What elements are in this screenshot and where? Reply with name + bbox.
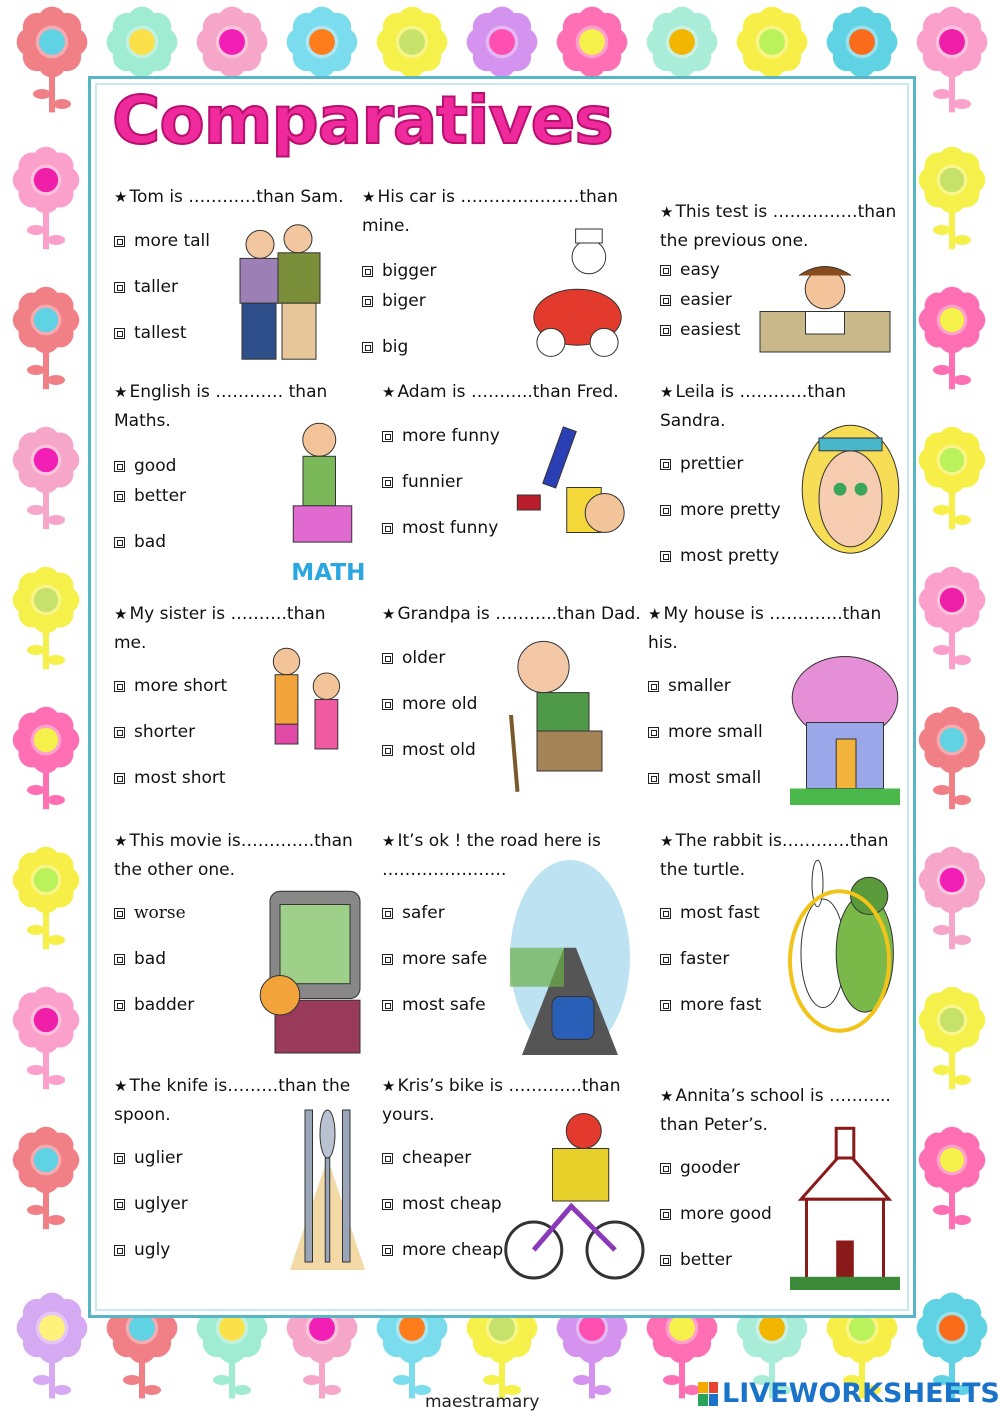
question-prompt <box>114 600 326 629</box>
answer-option[interactable] <box>362 261 437 281</box>
star-icon: ★ <box>382 1077 396 1095</box>
answer-option[interactable] <box>382 472 462 492</box>
prompt-text: yours. <box>382 1105 435 1125</box>
answer-option[interactable] <box>114 277 178 297</box>
prompt-text: The rabbit is…………than <box>675 831 889 851</box>
question-prompt <box>114 378 327 407</box>
prompt-text: My house is ………….than <box>663 604 882 624</box>
answer-option-label: shorter <box>134 722 196 742</box>
answer-option-label: faster <box>680 949 730 969</box>
rabbit-turtle-image <box>790 868 900 1023</box>
checkbox-icon[interactable] <box>362 342 373 353</box>
answer-option-label: good <box>134 456 177 476</box>
star-icon: ★ <box>660 832 674 850</box>
checkbox-icon[interactable] <box>660 459 671 470</box>
liveworksheets-icon <box>698 1382 718 1406</box>
flower-decoration <box>919 567 986 669</box>
answer-option[interactable] <box>114 231 210 251</box>
answer-option-label: cheaper <box>402 1148 472 1168</box>
checkbox-icon[interactable] <box>114 773 125 784</box>
prompt-text: mine. <box>362 216 410 236</box>
star-icon: ★ <box>382 832 396 850</box>
prompt-text: Maths. <box>114 411 171 431</box>
answer-option[interactable] <box>382 1148 471 1168</box>
answer-option-label: bigger <box>382 261 437 281</box>
answer-option[interactable] <box>648 768 761 788</box>
checkbox-icon[interactable] <box>382 954 393 965</box>
flower-decoration <box>13 707 80 809</box>
boy-taking-test-image <box>760 262 890 352</box>
answer-option[interactable] <box>382 694 477 714</box>
prompt-text: Leila is …………than <box>675 382 846 402</box>
star-icon: ★ <box>362 188 376 206</box>
star-icon: ★ <box>660 383 674 401</box>
answer-option[interactable] <box>648 676 731 696</box>
answer-option[interactable] <box>660 1158 740 1178</box>
checkbox-icon[interactable] <box>114 461 125 472</box>
checkbox-icon[interactable] <box>660 265 671 276</box>
flower-decoration <box>919 427 986 529</box>
answer-option-label: safer <box>402 903 445 923</box>
answer-option-label: bad <box>134 949 166 969</box>
answer-option[interactable] <box>660 260 720 280</box>
answer-option-label: easiest <box>680 320 741 340</box>
checkbox-icon[interactable] <box>114 537 125 548</box>
answer-option[interactable] <box>382 949 487 969</box>
checkbox-icon[interactable] <box>114 1153 125 1164</box>
flower-decoration <box>919 287 986 389</box>
prompt-text: The knife is………than the <box>129 1076 351 1096</box>
answer-option-label: uglyer <box>134 1194 188 1214</box>
star-icon: ★ <box>382 605 396 623</box>
checkbox-icon[interactable] <box>382 431 393 442</box>
answer-option[interactable] <box>114 1148 182 1168</box>
answer-option-label: easier <box>680 290 732 310</box>
star-icon: ★ <box>660 203 674 221</box>
prompt-text: …………………. <box>382 860 507 880</box>
question-prompt <box>648 600 881 629</box>
cutlery-image <box>290 1110 365 1270</box>
question-10 <box>114 827 353 1015</box>
question-5 <box>382 378 619 538</box>
answer-option-label: easy <box>680 260 720 280</box>
flower-decoration <box>919 707 986 809</box>
prompt-text: This test is ……………than <box>675 202 897 222</box>
answer-option-label: more fast <box>680 995 762 1015</box>
answer-option[interactable] <box>382 903 445 923</box>
girl-math-image <box>290 420 366 587</box>
answer-option[interactable] <box>114 903 186 923</box>
prompt-text: the other one. <box>114 860 236 880</box>
answer-option[interactable] <box>114 676 227 696</box>
checkbox-icon[interactable] <box>660 295 671 306</box>
question-1 <box>114 183 344 343</box>
man-falling-image <box>515 420 630 570</box>
answer-option[interactable] <box>382 648 445 668</box>
checkbox-icon[interactable] <box>382 745 393 756</box>
answer-option[interactable] <box>114 532 166 552</box>
checkbox-icon[interactable] <box>114 328 125 339</box>
answer-option-label: most safe <box>402 995 486 1015</box>
prompt-text: His car is …………………than <box>377 187 618 207</box>
answer-option[interactable] <box>114 1194 188 1214</box>
answer-option-label: most short <box>134 768 226 788</box>
checkbox-icon[interactable] <box>382 653 393 664</box>
checkbox-icon[interactable] <box>114 908 125 919</box>
prompt-text: My sister is ……….than <box>129 604 326 624</box>
answer-option[interactable] <box>660 546 779 566</box>
answer-option-label: more safe <box>402 949 488 969</box>
answer-option[interactable] <box>382 1240 503 1260</box>
checkbox-icon[interactable] <box>660 1000 671 1011</box>
prompt-text: English is ………… than <box>129 382 328 402</box>
answer-option-label: most fast <box>680 903 760 923</box>
answer-option-label: more tall <box>134 231 210 251</box>
question-prompt <box>382 378 619 407</box>
answer-option[interactable] <box>382 740 476 760</box>
checkbox-icon[interactable] <box>362 296 373 307</box>
answer-option[interactable] <box>660 290 732 310</box>
star-icon: ★ <box>114 188 128 206</box>
checkbox-icon[interactable] <box>382 699 393 710</box>
answer-option[interactable] <box>648 722 763 742</box>
answer-option[interactable] <box>114 768 226 788</box>
star-icon: ★ <box>648 605 662 623</box>
liveworksheets-logo[interactable] <box>698 1378 1000 1409</box>
answer-option-label: more pretty <box>680 500 781 520</box>
answer-option-label: gooder <box>680 1158 740 1178</box>
checkbox-icon[interactable] <box>382 477 393 488</box>
checkbox-icon[interactable] <box>114 954 125 965</box>
answer-option-label: most small <box>668 768 762 788</box>
answer-option-label: better <box>680 1250 733 1270</box>
flower-decoration <box>13 847 80 949</box>
school-house-image <box>790 1125 900 1290</box>
checkbox-icon[interactable] <box>382 1199 393 1210</box>
checkbox-icon[interactable] <box>648 727 659 738</box>
question-prompt <box>382 1072 620 1101</box>
flower-decoration <box>13 427 80 529</box>
checkbox-icon[interactable] <box>114 1000 125 1011</box>
answer-option-label: funnier <box>402 472 463 492</box>
answer-option[interactable] <box>382 518 498 538</box>
checkbox-icon[interactable] <box>660 1209 671 1220</box>
prompt-text: This movie is………….than <box>129 831 353 851</box>
answer-option[interactable] <box>382 995 486 1015</box>
author-credit: maestramary <box>425 1392 540 1412</box>
flower-decoration <box>13 147 80 249</box>
answer-option-label: most pretty <box>680 546 780 566</box>
star-icon: ★ <box>114 383 128 401</box>
checkbox-icon[interactable] <box>382 1000 393 1011</box>
page-title: Comparatives <box>112 82 613 159</box>
prompt-text: Grandpa is ………..than Dad. <box>397 604 641 624</box>
answer-option-label: better <box>134 486 187 506</box>
checkbox-icon[interactable] <box>660 1255 671 1266</box>
question-prompt <box>362 183 618 212</box>
answer-option[interactable] <box>660 1250 732 1270</box>
answer-option[interactable] <box>114 323 187 343</box>
flower-decoration <box>13 987 80 1089</box>
star-icon: ★ <box>114 832 128 850</box>
checkbox-icon[interactable] <box>660 908 671 919</box>
answer-option[interactable] <box>660 1204 772 1224</box>
question-prompt <box>114 827 353 856</box>
question-8 <box>382 600 641 760</box>
checkbox-icon[interactable] <box>114 282 125 293</box>
checkbox-icon[interactable] <box>114 1199 125 1210</box>
question-prompt <box>660 198 896 227</box>
question-prompt <box>660 1082 891 1111</box>
answer-option[interactable] <box>114 486 186 506</box>
svg-text:MATH: MATH <box>291 560 366 587</box>
question-prompt <box>660 827 888 856</box>
answer-option-label: bad <box>134 532 166 552</box>
checkbox-icon[interactable] <box>648 773 659 784</box>
question-prompt-continued <box>660 227 896 256</box>
answer-option-label: more short <box>134 676 228 696</box>
checkbox-icon[interactable] <box>660 551 671 562</box>
answer-option[interactable] <box>660 500 781 520</box>
checkbox-icon[interactable] <box>660 954 671 965</box>
old-man-image <box>498 635 628 795</box>
flower-decoration <box>919 987 986 1089</box>
answer-option[interactable] <box>114 995 194 1015</box>
prompt-text: It’s ok ! the road here is <box>397 831 601 851</box>
answer-option-label: smaller <box>668 676 731 696</box>
flower-decoration <box>919 1127 986 1229</box>
prompt-text: Tom is …………than Sam. <box>129 187 344 207</box>
checkbox-icon[interactable] <box>382 1153 393 1164</box>
prompt-text: spoon. <box>114 1105 171 1125</box>
answer-option-label: older <box>402 648 446 668</box>
prompt-text: Adam is ………..than Fred. <box>397 382 619 402</box>
answer-option-label: taller <box>134 277 178 297</box>
flower-decoration <box>17 1293 88 1399</box>
answer-option-label: biger <box>382 291 426 311</box>
question-prompt <box>382 827 601 856</box>
answer-option-label: tallest <box>134 323 187 343</box>
star-icon: ★ <box>114 1077 128 1095</box>
checkbox-icon[interactable] <box>114 236 125 247</box>
answer-option-label: big <box>382 337 409 357</box>
mushroom-house-image <box>790 640 900 805</box>
prompt-text: his. <box>648 633 678 653</box>
star-icon: ★ <box>382 383 396 401</box>
checkbox-icon[interactable] <box>382 908 393 919</box>
checkbox-icon[interactable] <box>114 727 125 738</box>
answer-option-label: badder <box>134 995 195 1015</box>
answer-option[interactable] <box>114 456 176 476</box>
prompt-text: Sandra. <box>660 411 726 431</box>
prompt-text: Annita’s school is ……….. <box>675 1086 891 1106</box>
question-prompt <box>114 183 344 212</box>
boy-on-bike-image <box>515 1110 640 1285</box>
checkbox-icon[interactable] <box>382 1245 393 1256</box>
star-icon: ★ <box>660 1087 674 1105</box>
answer-option[interactable] <box>362 291 426 311</box>
road-car-image <box>510 860 630 1055</box>
checkbox-icon[interactable] <box>114 681 125 692</box>
checkbox-icon[interactable] <box>382 523 393 534</box>
checkbox-icon[interactable] <box>362 266 373 277</box>
answer-option[interactable] <box>114 949 166 969</box>
flower-decoration <box>13 287 80 389</box>
prompt-text: the turtle. <box>660 860 745 880</box>
answer-option[interactable] <box>660 995 761 1015</box>
answer-option-label: worse <box>134 903 186 923</box>
answer-option-label: more funny <box>402 426 500 446</box>
prompt-text: the previous one. <box>660 231 809 251</box>
flower-decoration <box>919 147 986 249</box>
prompt-text: me. <box>114 633 147 653</box>
flower-decoration <box>13 567 80 669</box>
answer-option-label: ugly <box>134 1240 171 1260</box>
answer-option-label: prettier <box>680 454 744 474</box>
answer-option[interactable] <box>660 454 743 474</box>
answer-option[interactable] <box>660 903 760 923</box>
flower-decoration <box>919 847 986 949</box>
checkbox-icon[interactable] <box>660 1163 671 1174</box>
flower-decoration <box>17 7 88 113</box>
prompt-text: than Peter’s. <box>660 1115 768 1135</box>
answer-option[interactable] <box>114 722 195 742</box>
answer-option[interactable] <box>362 337 408 357</box>
flower-decoration <box>13 1127 80 1229</box>
question-prompt <box>660 378 846 407</box>
answer-option-label: more good <box>680 1204 772 1224</box>
question-prompt <box>382 600 641 629</box>
answer-option-label: more old <box>402 694 478 714</box>
answer-option[interactable] <box>660 320 740 340</box>
checkbox-icon[interactable] <box>660 325 671 336</box>
man-in-car-image <box>530 222 625 362</box>
answer-option-label: uglier <box>134 1148 183 1168</box>
prompt-text: Kris’s bike is ………….than <box>397 1076 621 1096</box>
question-3 <box>660 198 897 340</box>
two-boys-image <box>230 222 330 362</box>
star-icon: ★ <box>114 605 128 623</box>
checkbox-icon[interactable] <box>648 681 659 692</box>
checkbox-icon[interactable] <box>660 505 671 516</box>
blonde-woman-image <box>798 422 903 582</box>
answer-option[interactable] <box>382 1194 502 1214</box>
answer-option-label: most funny <box>402 518 499 538</box>
answer-option-label: more cheap <box>402 1240 504 1260</box>
question-prompt <box>114 1072 350 1101</box>
answer-option[interactable] <box>114 1240 170 1260</box>
two-girls-image <box>258 645 353 810</box>
answer-option-label: more small <box>668 722 763 742</box>
answer-option-label: most old <box>402 740 476 760</box>
answer-option[interactable] <box>660 949 729 969</box>
liveworksheets-text: LIVEWORKSHEETS <box>722 1378 1000 1409</box>
answer-option[interactable] <box>382 426 500 446</box>
checkbox-icon[interactable] <box>114 491 125 502</box>
checkbox-icon[interactable] <box>114 1245 125 1256</box>
television-image <box>265 888 365 1053</box>
flower-decoration <box>917 7 988 113</box>
answer-option-label: most cheap <box>402 1194 502 1214</box>
question-prompt-continued <box>114 856 353 885</box>
